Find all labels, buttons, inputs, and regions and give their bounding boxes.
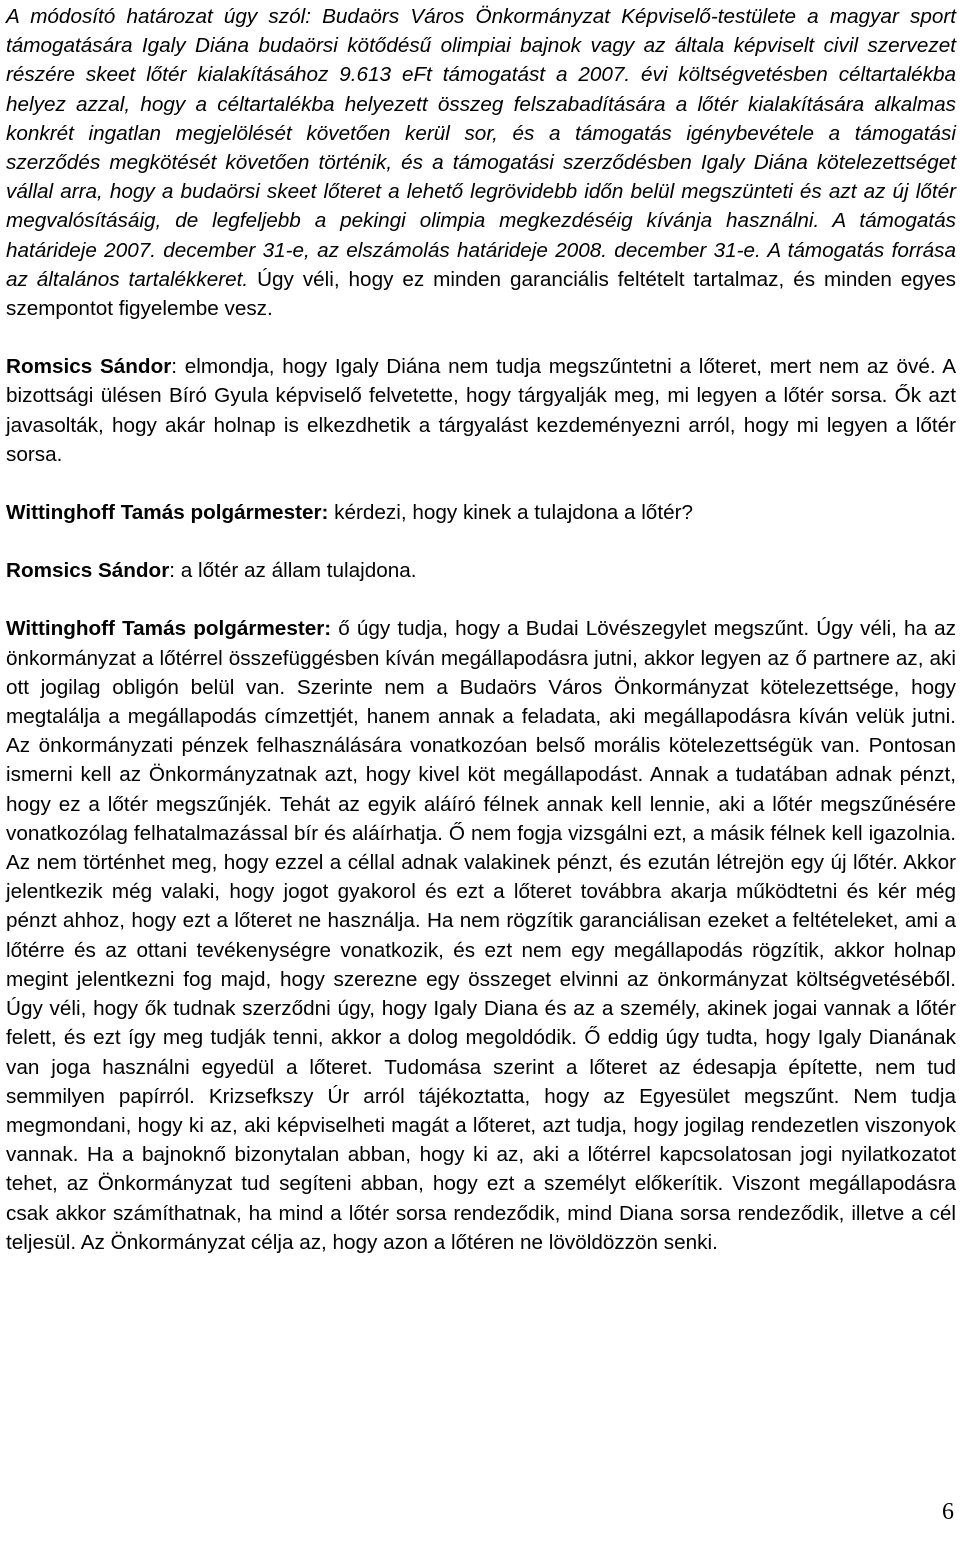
speech-paragraph — [6, 556, 956, 585]
speaker-name: Romsics Sándor — [6, 559, 170, 583]
speech-text: : a lőtér az állam tulajdona. — [169, 559, 417, 583]
speaker-name: Romsics Sándor — [6, 355, 172, 379]
speech-text: kérdezi, hogy kinek a tulajdona a lőtér? — [328, 501, 693, 525]
page-number: 6 — [942, 1499, 954, 1525]
resolution-comment: Úgy véli, hogy ez minden garanciális feltételt tartalmaz, és minden egyes szempontot figyelembe vesz. — [6, 267, 956, 321]
speech-paragraph — [6, 498, 956, 527]
resolution-quote: A módosító határozat úgy szól: Budaörs Város Önkormányzat Képviselő-testülete a magyar sport támogatására Igaly Diána budaörsi kötődésű olimpiai bajnok vagy az általa képviselt civil szervezet részére skeet lőtér kialakításához 9.613 eFt támogatást a 2007. évi költségvetésben céltartalékba helyez azzal, hogy a céltartalékba helyezett összeg felszabadítására a lőtér kialakítására alkalmas konkrét ingatlan megjelölését követően kerül sor, és a támogatás igénybevétele a támogatási szerződés megkötését követően történik, és a támogatási szerződésben Igaly Diána kötelezettséget vállal arra, hogy a budaörsi skeet lőteret a lehető legrövidebb időn belül megszünteti és azt az új lőtér megvalósításáig, de legfeljebb a pekingi olimpia megkezdéséig kívánja használni. A támogatás határideje 2007. december 31-e, az elszámolás határideje 2008. december 31-e. A támogatás forrása az általános tartalékkeret. — [6, 5, 956, 291]
document-page — [6, 2, 956, 1286]
speech-paragraph — [6, 352, 956, 469]
resolution-paragraph — [6, 2, 956, 323]
speech-text: ő úgy tudja, hogy a Budai Lövészegylet megszűnt. Úgy véli, ha az önkormányzat a lőtérrel összefüggésben kíván megállapodásra jutni, akkor legyen az ő partnere az, aki ott jogilag obligón belül van. Szerinte nem a Budaörs Város Önkormányzat kötelezettsége, hogy megtalálja a megállapodás címzettjét, hanem annak a feladata, aki megállapodásra kíván velük jutni. Az önkormányzati pénzek felhasználására vonatkozóan belső morális kötelezettségük van. Pontosan ismerni kell az Önkormányzatnak azt, hogy kivel köt megállapodást. Annak a tudatában adnak pénzt, hogy ez a lőtér megszűnjék. Tehát az egyik aláíró félnek annak kell lennie, aki a lőtér megszűnésére vonatkozólag felhatalmazással bír és aláírhatja. Ő nem fogja vizsgálni ezt, a másik félnek kell igazolnia. Az nem történhet meg, hogy ezzel a céllal adnak valakinek pénzt, és ezután létrejön egy új lőtér. Akkor jelentkezik még valaki, hogy jogot gyakorol és ezt a lőteret továbbra akarja működtetni és kér még pénzt ahhoz, hogy ezt a lőteret ne használja. Ha nem rögzítik garanciálisan ezeket a feltételeket, ami a lőtérre és az ottani tevékenységre vonatkozik, és ezt nem egy megállapodás rögzítik, akkor holnap megint jelentkezni fog majd, hogy szerezne egy összeget elvinni az önkormányzat költségvetéséből. Úgy véli, hogy ők tudnak szerződni úgy, hogy Igaly Diana és az a személy, akinek jogai vannak a lőtér felett, és ezt így meg tudják tenni, akkor a dolog megoldódik. Ő eddig úgy tudta, hogy Igaly Dianának van joga használni egyedül a lőteret. Tudomása szerint a lőteret az édesapja építette, nem tud semmilyen papírról. Krizsefkszy Úr arról tájékoztatta, hogy az Egyesület megszűnt. Nem tudja megmondani, hogy ki az, aki képviselheti magát a lőteret, azt tudja, hogy jogilag rendezetlen viszonyok vannak. Ha a bajnoknő bizonytalan abban, hogy ki az, aki a lőtérrel kapcsolatosan jogi nyilatkozatot tehet, az Önkormányzat tud segíteni abban, hogy ezt a személyt előkerítik. Viszont megállapodásra csak akkor számíthatnak, ha mind a lőtér sorsa rendeződik, mind Diana sorsa rendeződik, illetve a cél teljesül. Az Önkormányzat célja az, hogy azon a lőtéren ne lövöldözzön senki. — [6, 617, 956, 1254]
speech-paragraph — [6, 614, 956, 1256]
speaker-name: Wittinghoff Tamás polgármester: — [6, 501, 329, 525]
speech-text: : elmondja, hogy Igaly Diána nem tudja megszűntetni a lőteret, mert nem az övé. A bizottsági ülésen Bíró Gyula képviselő felvetette, hogy tárgyalják meg, mi legyen a lőtér sorsa. Ők azt javasolták, hogy akár holnap is elkezdhetik a tárgyalást kezdeményezni arról, hogy mi legyen a lőtér sorsa. — [6, 355, 957, 466]
speaker-name: Wittinghoff Tamás polgármester: — [6, 617, 332, 641]
